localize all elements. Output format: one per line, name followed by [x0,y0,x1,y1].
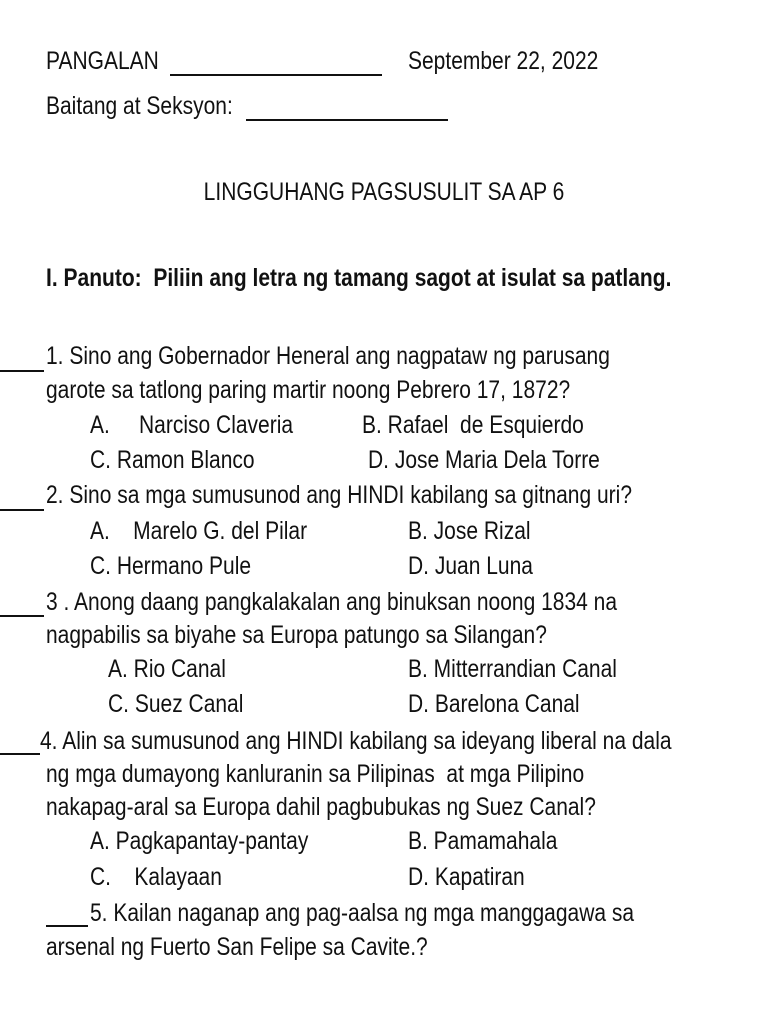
answer-blank-2[interactable] [0,509,44,511]
question-4-choice-c: C. Kalayaan [90,863,222,891]
question-4-choice-d: D. Kapatiran [408,863,525,891]
section-blank[interactable] [246,119,448,121]
question-1-choice-b: B. Rafael de Esquierdo [362,411,584,439]
question-4-line-3: nakapag-aral sa Europa dahil pagbubukas ng Suez Canal? [46,793,596,821]
question-2-choice-c: C. Hermano Pule [90,552,252,580]
question-3-choice-d: D. Barelona Canal [408,690,580,718]
question-5-line-1: 5. Kailan naganap ang pag-aalsa ng mga manggagawa sa [90,899,635,927]
question-3-choice-c: C. Suez Canal [108,690,244,718]
question-1-line-1: 1. Sino ang Gobernador Heneral ang nagpataw ng parusang [46,342,610,370]
question-4-line-1: 4. Alin sa sumusunod ang HINDI kabilang sa ideyang liberal na dala [40,727,672,755]
question-3-choice-b: B. Mitterrandian Canal [408,655,617,683]
question-1-line-2: garote sa tatlong paring martir noong Pebrero 17, 1872? [46,376,571,404]
answer-blank-4[interactable] [0,753,40,755]
question-3-choice-a: A. Rio Canal [108,655,226,683]
question-2-choice-b: B. Jose Rizal [408,517,531,545]
instructions: I. Panuto: Piliin ang letra ng tamang sagot at isulat sa patlang. [46,264,672,292]
question-4-line-2: ng mga dumayong kanluranin sa Pilipinas at mga Pilipino [46,760,585,788]
quiz-title: LINGGUHANG PAGSUSULIT SA AP 6 [203,178,565,206]
question-4-choice-a: A. Pagkapantay-pantay [90,827,309,855]
question-2-choice-d: D. Juan Luna [408,552,533,580]
question-1-choice-a: A. Narciso Claveria [90,411,294,439]
quiz-date: September 22, 2022 [408,47,599,75]
name-blank[interactable] [170,74,382,76]
question-1-choice-c: C. Ramon Blanco [90,446,255,474]
answer-blank-3[interactable] [0,615,44,617]
section-label: Baitang at Seksyon: [46,92,233,120]
question-3-line-1: 3 . Anong daang pangkalakalan ang binuksan noong 1834 na [46,588,618,616]
answer-blank-1[interactable] [0,370,44,372]
question-1-choice-d: D. Jose Maria Dela Torre [368,446,600,474]
answer-blank-5[interactable] [46,925,88,927]
question-2-line-1: 2. Sino sa mga sumusunod ang HINDI kabilang sa gitnang uri? [46,481,633,509]
name-label: PANGALAN [46,47,159,75]
question-2-choice-a: A. Marelo G. del Pilar [90,517,308,545]
question-4-choice-b: B. Pamamahala [408,827,558,855]
question-3-line-2: nagpabilis sa biyahe sa Europa patungo sa Silangan? [46,621,547,649]
question-5-line-2: arsenal ng Fuerto San Felipe sa Cavite.? [46,933,428,961]
